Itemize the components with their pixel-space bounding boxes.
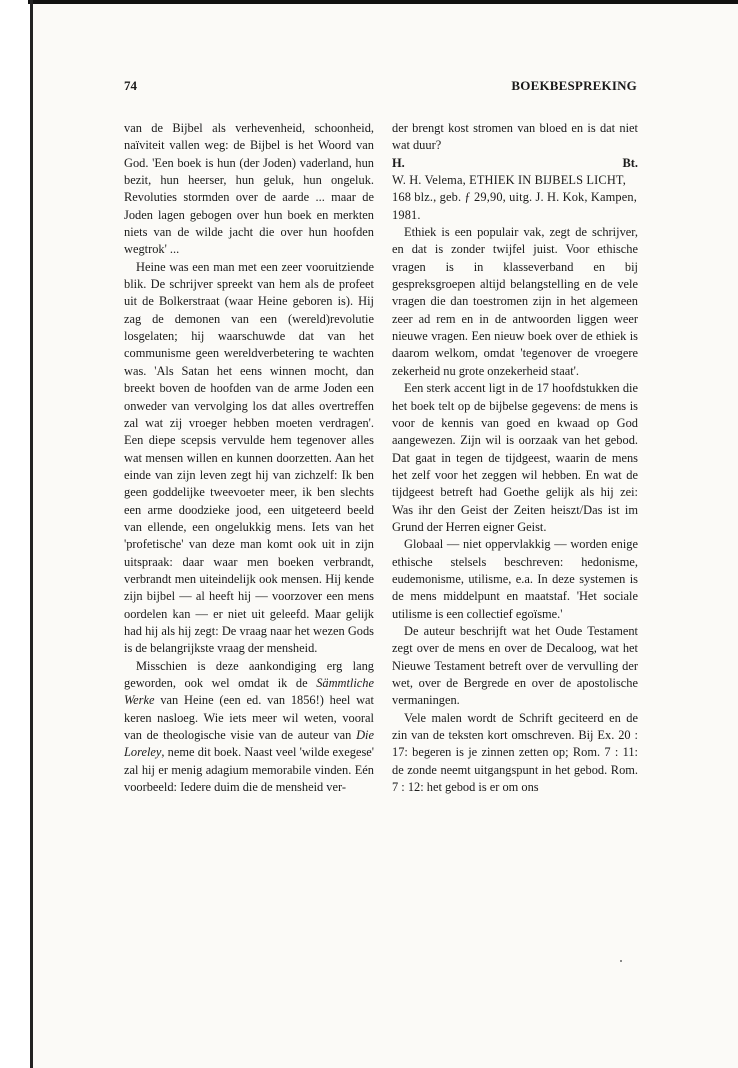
page-number: 74 — [124, 78, 137, 93]
left-paragraph-3 — [124, 658, 374, 797]
right-paragraph-3: Een sterk accent ligt in de 17 hoofdstukken die het boek telt op de bijbelse gegevens: de mens is voor de kennis van goed en kwaad op God aangewezen. Zijn wil is oorzaak van het gebod. Dat gaat in tegen de tijdgeest, waarin de mens het zelf voor het zeggen wil hebben. En wat de tijdgeest betreft had Goethe gelijk als hij zei: Was ihr den Geist der Zeiten heiszt/Das ist im Grund der Herren eigner Geist. — [392, 381, 638, 534]
left-paragraph-1: van de Bijbel als verhevenheid, schoonheid, naïviteit vallen weg: de Bijbel is het Woord van God. 'Een boek is hun (der Joden) vaderland, hun bezit, hun heerser, hun geluk, hun ongeluk. Revoluties stormden over de aarde ... maar de Joden lagen gebogen over hun boek en merkten niets van de wilde jacht die over hun hoofden wegtrok' ... — [124, 121, 374, 257]
right-column — [392, 120, 638, 796]
right-paragraph-5: De auteur beschrijft wat het Oude Testament zegt over de mens en over de Decaloog, wat het Nieuwe Testament betreft over de vervulling der wet, over de Bergrede en over de apostolische vermaningen. — [392, 623, 638, 708]
signature-initial-left: H. — [392, 155, 405, 170]
left-p3-text-a: Misschien is deze aankondiging erg lang geworden, ook wel omdat ik de — [124, 658, 374, 690]
running-head: BOEKBESPREKING — [511, 78, 637, 93]
work-title-saemmtliche-werke: Sämmtliche Werke — [124, 676, 374, 708]
work-title-die-loreley: Die Loreley — [124, 728, 374, 760]
left-column — [124, 120, 374, 796]
right-paragraph-1: der brengt kost stromen van bloed en is dat niet wat duur? — [392, 121, 638, 153]
right-paragraph-2: Ethiek is een populair vak, zegt de schrijver, en dat is zonder twijfel juist. Voor ethische vragen is in klasseverband en bij gespreksgroepen altijd belangstelling en de vele vragen die dan toestromen zijn in het algemeen zeer ad rem en in de antwoorden liggen weer nieuwe vragen. Een nieuw boek over de ethiek is daarom welkom, omdat 'tegenover de vroegere zekerheid nu grote onzekerheid staat'. — [392, 225, 638, 378]
page-header — [124, 78, 637, 96]
signature-initial-right: Bt. — [622, 155, 638, 170]
left-paragraph-2: Heine was een man met een zeer vooruitziende blik. De schrijver spreekt van hem als de profeet uit de Bolkerstraat (waar Heine geboren is). Hij zag de demonen van een (wereld)revolutie losgelaten; hij waarschuwde dat van het communisme geen wereldverbetering te wachten was. 'Als Satan het eens winnen mocht, dan breekt boven de hoofden van de arme Joden een onweder van vervolging los dat alles overtreffen zal wat zij vroeger hebben moeten verdragen'. Een diepe scepsis vervulde hem tegenover alles wat mensen willen en kunnen doorzetten. Aan het einde van zijn leven zegt hij van zichzelf: Ik ben geen goddelijke tweevoeter meer, ik ben slechts een arme doodzieke jood, een uitgeteerd beeld van ellende, een ongelukkig mens. Iets van het 'profetische' van deze man komt ook uit in zijn uitspraak: daar waar men boeken verbrandt, verbrandt men uiteindelijk ook mensen. Hij kende zijn bijbel — al heeft hij — voorzover een mens oordelen kan — er niet uit geleefd. Maar gelijk had hij als hij zegt: De vraag naar het wezen Gods is de belangrijkste vraag der mensheid. — [124, 259, 374, 656]
right-paragraph-4: Globaal — niet oppervlakkig — worden enige ethische stelsels beschreven: hedonisme, eudemonisme, utilisme, e.a. In deze systemen is de mens middelpunt en maatstaf. 'Het sociale utilisme is een collectief egoïsme.' — [392, 537, 638, 621]
scan-speck — [620, 960, 622, 962]
book-reference: W. H. Velema, ETHIEK IN BIJBELS LICHT, 168 blz., geb. ƒ 29,90, uitg. J. H. Kok, Kampen, 1981. — [392, 173, 638, 222]
review-signature — [392, 155, 638, 172]
left-p3-text-c: , neme dit boek. Naast veel 'wilde exegese' zal hij er menig adagium memorabile vinden. Eén voorbeeld: Iedere duim die de mensheid ver- — [124, 745, 374, 795]
right-paragraph-6: Vele malen wordt de Schrift geciteerd en de zin van de teksten kort omschreven. Bij Ex. 20 : 17: begeren is je zinnen zetten op; Rom. 7 : 11: de zonde neemt uitgangspunt in het gebod. Rom. 7 : 12: het gebod is er om ons — [392, 710, 638, 795]
left-p3-text-b: van Heine (een ed. van 1856!) heel wat keren nasloeg. Wie iets meer wil weten, vooral van de theologische visie van de auteur van — [124, 693, 374, 743]
